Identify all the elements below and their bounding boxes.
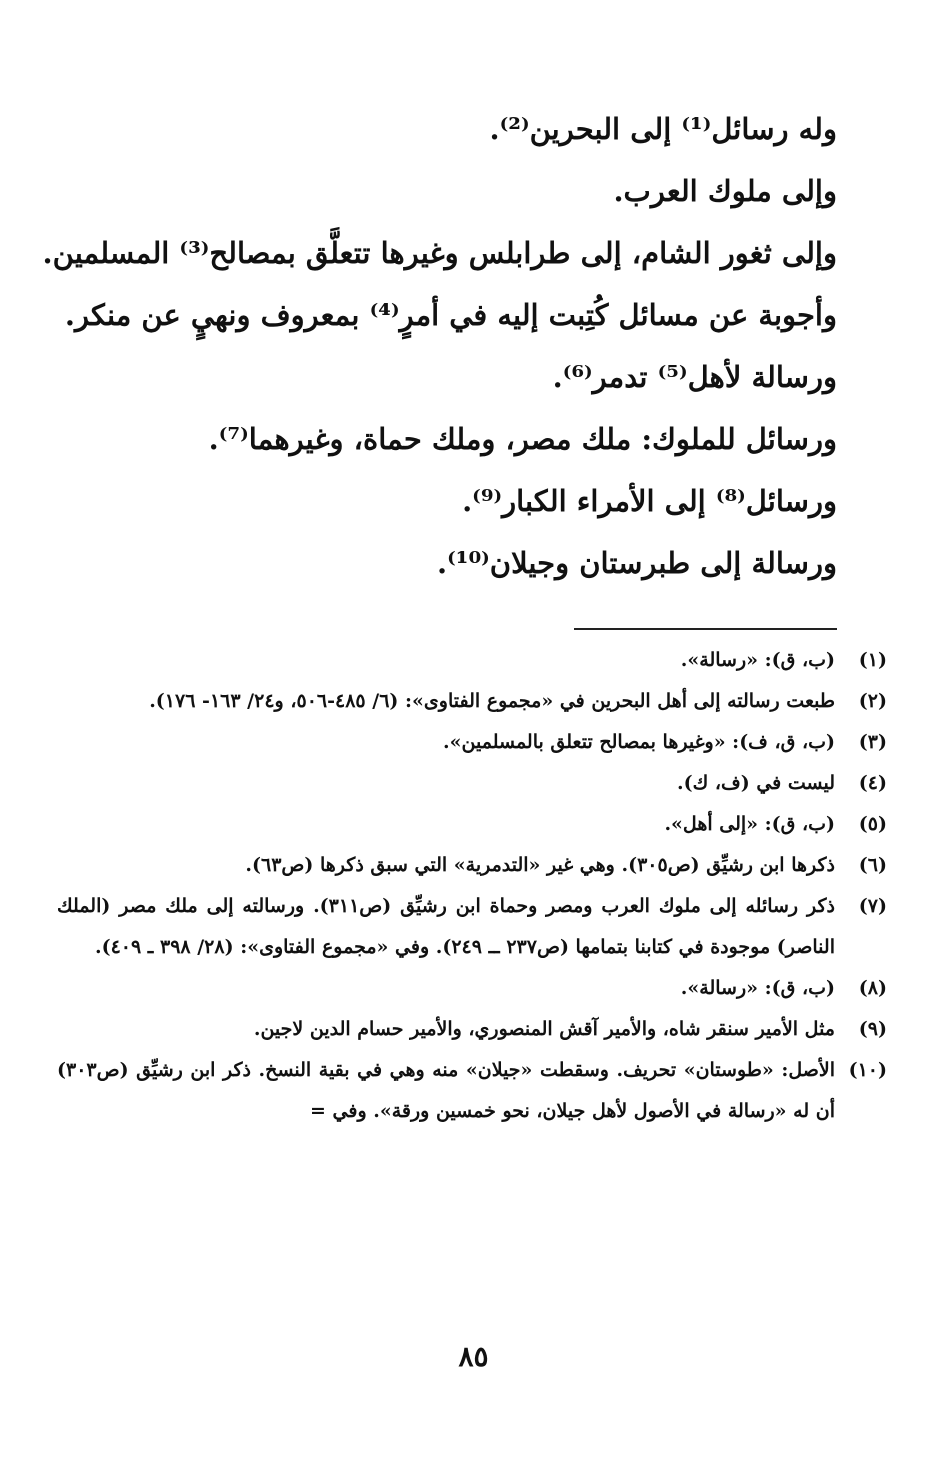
footnote-text: الأصل: «طوستان» تحريف. وسقطت «جيلان» منه وهي في بقية النسخ. ذكر ابن رشيِّق (ص٣٠٣) أن له «رسالة في الأصول لأهل جيلان، نحو خمسين ورقة». وفي = [57, 1059, 835, 1122]
main-line: وإلى ملوك العرب. [613, 174, 837, 208]
main-line: ورسالة لأهل⁽⁵⁾ تدمر⁽⁶⁾. [552, 360, 837, 394]
main-line: وإلى ثغور الشام، إلى طرابلس وغيرها تتعلَّق بمصالح⁽³⁾ المسلمين. [42, 236, 837, 270]
footnote-text: (ب، ق): «إلى أهل». [664, 813, 835, 835]
footnotes-block [57, 640, 887, 1132]
main-text-block [42, 98, 837, 594]
footnote-number: (٩) [858, 1018, 887, 1040]
footnote-number: (٦) [858, 854, 887, 876]
footnote-number: (٧) [858, 895, 887, 917]
footnote-divider [574, 628, 837, 630]
footnote [57, 968, 887, 1009]
footnote [57, 845, 887, 886]
footnote [57, 681, 887, 722]
footnote-text: ليست في (ف، ك). [677, 772, 835, 794]
footnote-number: (٨) [858, 977, 887, 999]
footnote-number: (١٠) [848, 1059, 887, 1081]
footnote-text: مثل الأمير سنقر شاه، والأمير آقش المنصوري، والأمير حسام الدين لاجين. [253, 1018, 835, 1040]
main-line: وأجوبة عن مسائل كُتِبت إليه في أمرٍ⁽⁴⁾ بمعروف ونهيٍ عن منكر. [64, 298, 837, 332]
footnote-text: ذكر رسائله إلى ملوك العرب ومصر وحماة ابن رشيِّق (ص٣١١). ورسالته إلى ملك مصر (الملك الناصر) موجودة في كتابنا بتمامها (ص٢٣٧ ــ ٢٤٩). وفي «مجموع الفتاوى»: (٢٨/ ٣٩٨ ـ ٤٠٩). [57, 895, 835, 958]
footnote [57, 763, 887, 804]
footnote [57, 1050, 887, 1132]
main-line: ورسالة إلى طبرستان وجيلان⁽¹⁰⁾. [437, 546, 837, 580]
page-number: ٨٥ [458, 1340, 489, 1373]
main-line: ورسائل للملوك: ملك مصر، وملك حماة، وغيرهما⁽⁷⁾. [208, 422, 837, 456]
footnote-text: (ب، ق): «رسالة». [680, 649, 835, 671]
footnote-text: ذكرها ابن رشيِّق (ص٣٠٥). وهي غير «التدمرية» التي سبق ذكرها (ص٦٣). [245, 854, 835, 876]
footnote-number: (٥) [858, 813, 887, 835]
footnote-text: (ب، ق، ف): «وغيرها بمصالح تتعلق بالمسلمين». [443, 731, 835, 753]
footnote-number: (٣) [858, 731, 887, 753]
main-line: وله رسائل⁽¹⁾ إلى البحرين⁽²⁾. [489, 112, 837, 146]
main-line: ورسائل⁽⁸⁾ إلى الأمراء الكبار⁽⁹⁾. [462, 484, 837, 518]
footnote-number: (٢) [858, 690, 887, 712]
footnote-number: (١) [858, 649, 887, 671]
footnote [57, 640, 887, 681]
footnote-text: طبعت رسالته إلى أهل البحرين في «مجموع الفتاوى»: (٦/ ٤٨٥-٥٠٦، و٢٤/ ١٦٣- ١٧٦). [149, 690, 835, 712]
footnote-text: (ب، ق): «رسالة». [680, 977, 835, 999]
footnote [57, 722, 887, 763]
footnote [57, 886, 887, 968]
footnote [57, 1009, 887, 1050]
footnote [57, 804, 887, 845]
footnote-number: (٤) [858, 772, 887, 794]
